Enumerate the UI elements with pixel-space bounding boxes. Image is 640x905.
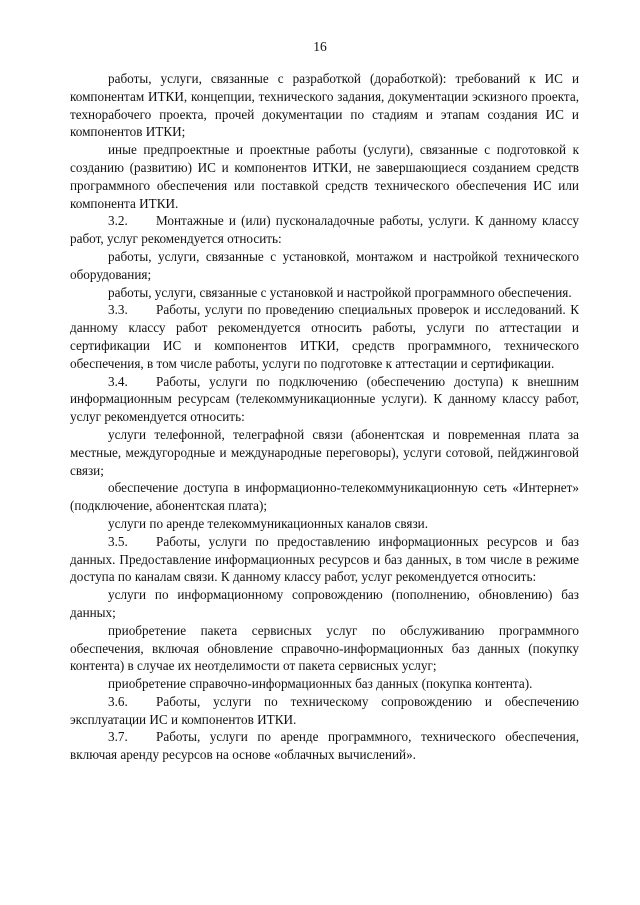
section-number: 3.2. <box>108 213 128 229</box>
paragraph-text: Монтажные и (или) пусконаладочные работы, услуги. К данному классу работ, услуг рекомендуется относить: <box>70 213 579 247</box>
paragraph-text: услуги по информационному сопровождению (пополнению, обновлению) баз данных; <box>70 587 579 620</box>
section-number: 3.3. <box>108 302 128 318</box>
paragraph-text: Работы, услуги по предоставлению информационных ресурсов и баз данных. Предоставление информационных ресурсов и баз данных, в том числе в режиме доступа по каналам связи. К данному классу работ, услуг рекомендуется относить: <box>70 533 579 585</box>
paragraph <box>70 248 579 284</box>
paragraph-text: обеспечение доступа в информационно-телекоммуникационную сеть «Интернет» (подключение, абонентская плата); <box>70 480 579 514</box>
paragraph-text: Работы, услуги по подключению (обеспечению доступа) к внешним информационным ресурсам (телекоммуникационные услуги). К данному классу работ, услуг рекомендуется относить: <box>70 373 579 425</box>
paragraph-text: приобретение пакета сервисных услуг по обслуживанию программного обеспечения, включая обновление справочно-информационных баз данных (покупку контента) в случае их неотделимости от пакета сервисных услуг; <box>70 622 579 674</box>
paragraph-text: услуги телефонной, телеграфной связи (абонентская и повременная плата за местные, междугородные и международные переговоры), услуги сотовой, пейджинговой связи; <box>70 426 579 478</box>
paragraph <box>70 479 579 515</box>
paragraph <box>70 141 579 212</box>
section-number: 3.4. <box>108 373 128 389</box>
paragraph <box>70 373 579 426</box>
paragraph-text: Работы, услуги по аренде программного, технического обеспечения, включая аренду ресурсов на основе «облачных вычислений». <box>70 729 579 763</box>
section-number: 3.7. <box>108 729 128 745</box>
paragraph-text: работы, услуги, связанные с установкой и настройкой программного обеспечения. <box>108 284 572 300</box>
paragraph <box>70 70 579 141</box>
section-number: 3.5. <box>108 533 128 549</box>
paragraph <box>70 301 579 372</box>
paragraph <box>70 622 579 675</box>
paragraph <box>70 212 579 248</box>
paragraph <box>70 515 579 533</box>
page-number: 16 <box>313 39 327 54</box>
document-body <box>70 70 579 764</box>
paragraph-text: работы, услуги, связанные с установкой, монтажом и настройкой технического оборудования; <box>70 248 579 282</box>
paragraph <box>70 284 579 302</box>
section-number: 3.6. <box>108 693 128 709</box>
paragraph-text: работы, услуги, связанные с разработкой (доработкой): требований к ИС и компонентам ИТКИ, концепции, технического задания, документации эскизного проекта, технорабочего проекта, прочей документации по стадиям и этапам создания ИС и компонентов ИТКИ; <box>70 71 579 140</box>
paragraph-text: Работы, услуги по проведению специальных проверок и исследований. К данному классу работ рекомендуется относить работы, услуги по аттестации и сертификации ИС и компонентов ИТКИ, средств программного, технического обеспечения, в том числе работы, услуги по подготовке к аттестации и сертификации. <box>70 302 579 371</box>
paragraph <box>70 728 579 764</box>
paragraph <box>70 586 579 622</box>
paragraph <box>70 426 579 479</box>
paragraph-text: приобретение справочно-информационных баз данных (покупка контента). <box>108 676 533 692</box>
paragraph-text: иные предпроектные и проектные работы (услуги), связанные с подготовкой к созданию (развитию) ИС и компонентов ИТКИ, не завершающиеся созданием средств программного обеспечения или поставкой средств технического обеспечения ИС или компонента ИТКИ. <box>70 142 579 211</box>
paragraph-text: Работы, услуги по техническому сопровождению и обеспечению эксплуатации ИС и компонентов ИТКИ. <box>70 693 579 727</box>
paragraph-text: услуги по аренде телекоммуникационных каналов связи. <box>108 515 429 531</box>
paragraph <box>70 675 579 693</box>
paragraph <box>70 533 579 586</box>
paragraph <box>70 693 579 729</box>
